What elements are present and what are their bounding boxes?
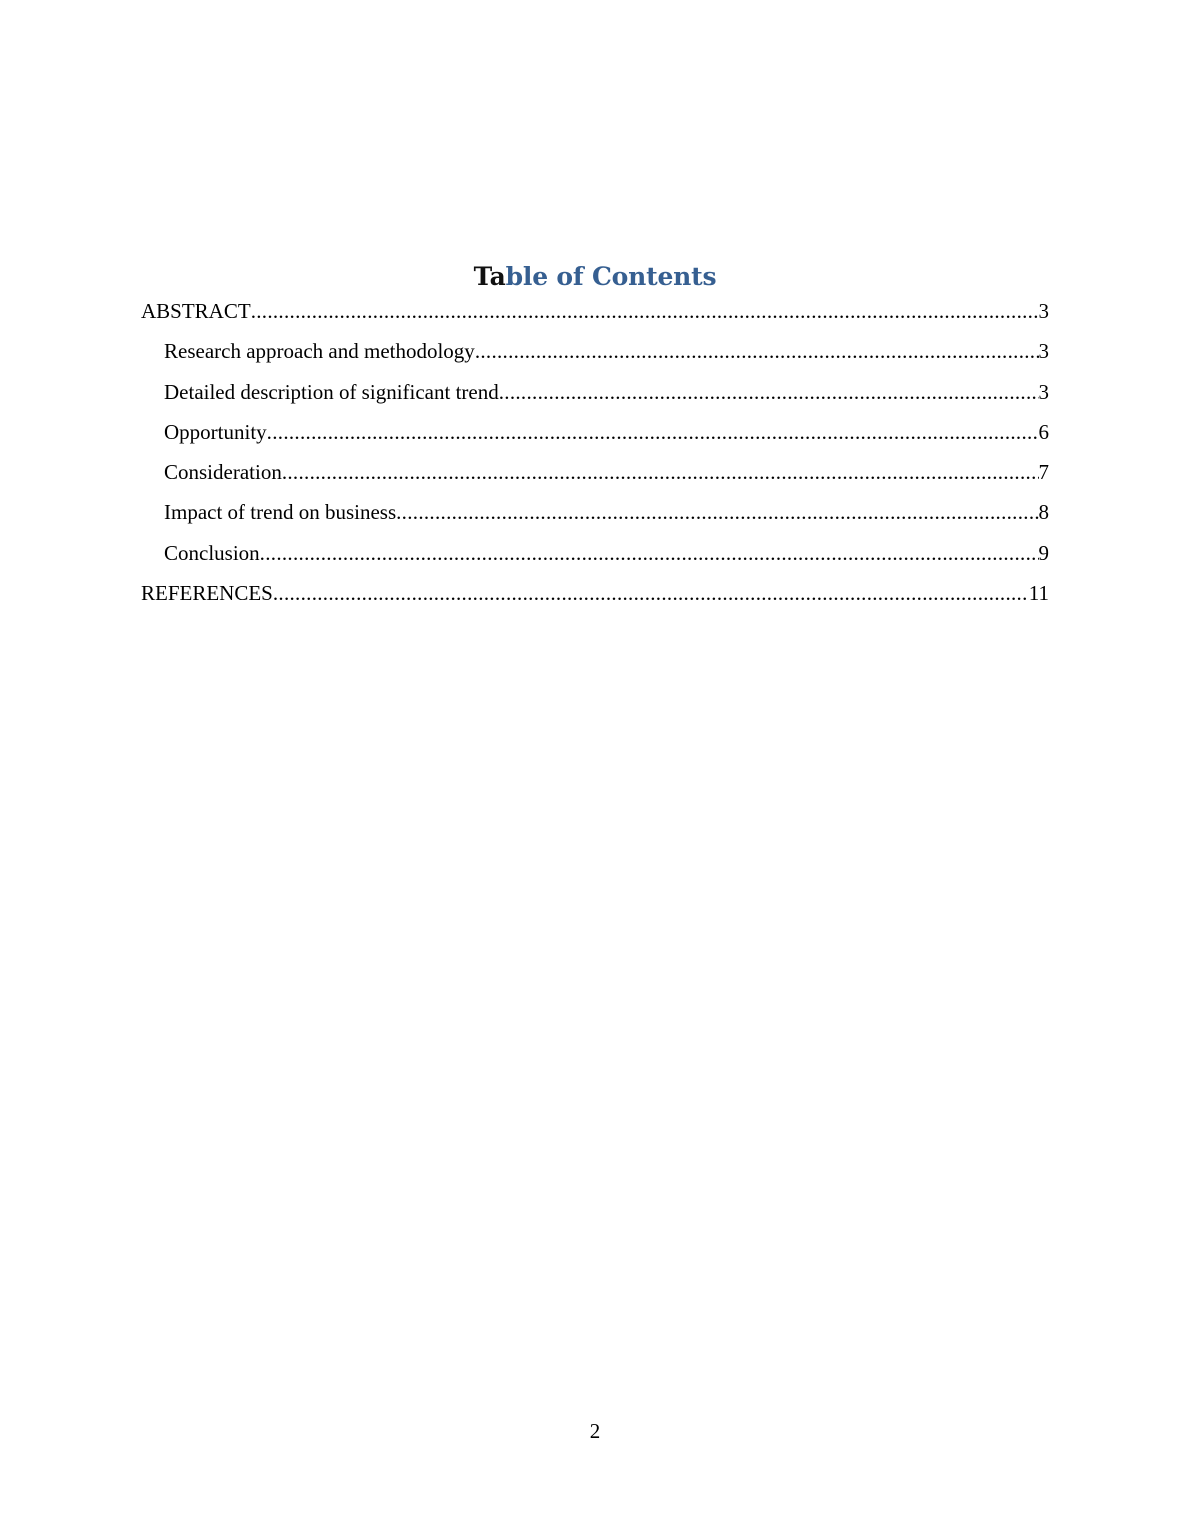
toc-title-part1: Ta — [473, 262, 506, 291]
toc-entry-label: Research approach and methodology — [164, 339, 475, 364]
toc-dot-leader — [251, 291, 1039, 331]
page-number: 2 — [589, 1419, 601, 1443]
toc-entry-label: REFERENCES — [141, 581, 273, 606]
toc-entry-page-number: 3 — [1038, 379, 1049, 404]
toc-entry-conclusion[interactable] — [141, 533, 1049, 573]
toc-entry-references[interactable] — [141, 573, 1049, 613]
toc-entry-page-number: 11 — [1028, 581, 1049, 606]
toc-entry-page-number: 6 — [1038, 419, 1049, 444]
toc-entry-label: Conclusion — [164, 540, 260, 565]
toc-entry-page-number: 9 — [1038, 540, 1049, 565]
toc-entry-page-number: 8 — [1038, 500, 1049, 525]
toc-dot-leader — [273, 573, 1029, 613]
toc-entry-label: Detailed description of significant trend — [164, 379, 499, 404]
toc-entry-impact-of-trend[interactable] — [141, 492, 1049, 532]
toc-entry-page-number: 7 — [1038, 460, 1049, 485]
toc-dot-leader — [475, 331, 1039, 371]
toc-entry-research-approach[interactable] — [141, 331, 1049, 371]
toc-entry-label: Opportunity — [164, 419, 267, 444]
toc-dot-leader — [396, 492, 1038, 532]
toc-entry-page-number: 3 — [1038, 339, 1049, 364]
toc-entry-consideration[interactable] — [141, 452, 1049, 492]
toc-entry-detailed-description[interactable] — [141, 372, 1049, 412]
toc-entry-label: Impact of trend on business — [164, 500, 397, 525]
toc-dot-leader — [499, 372, 1039, 412]
toc-entry-abstract[interactable] — [141, 291, 1049, 331]
toc-entry-label: Consideration — [164, 460, 282, 485]
toc-dot-leader — [260, 533, 1039, 573]
toc-entry-label: ABSTRACT — [141, 299, 251, 323]
toc-dot-leader — [267, 412, 1039, 452]
toc-title-part2: ble of Contents — [505, 262, 717, 291]
toc-entry-page-number: 3 — [1038, 299, 1049, 323]
toc-list — [141, 291, 1049, 613]
toc-entry-opportunity[interactable] — [141, 412, 1049, 452]
toc-dot-leader — [282, 452, 1039, 492]
